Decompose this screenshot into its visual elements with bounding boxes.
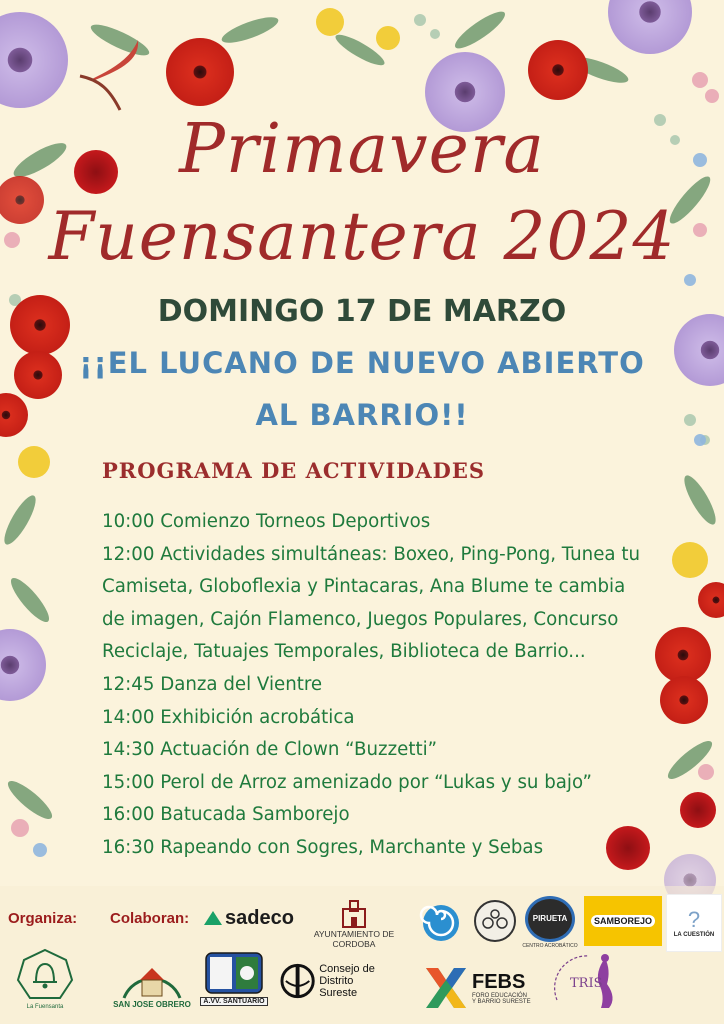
schedule-line: 14:30 Actuación de Clown “Buzzetti” [102, 739, 438, 761]
bell-icon [16, 948, 74, 1004]
event-date: DOMINGO 17 DE MARZO [157, 294, 567, 329]
emblem-icon [472, 898, 518, 944]
avv-santuario-logo: A.VV. SANTUARIO [200, 946, 268, 1010]
round-emblem-logo [470, 896, 520, 946]
la-cuestion-logo: ? LA CUESTIÓN [666, 894, 722, 952]
shield-icon [204, 951, 264, 997]
schedule-line: 16:00 Batucada Samborejo [102, 804, 350, 826]
schedule-list [102, 506, 662, 865]
schedule-line: 15:00 Perol de Arroz amenizado por “Lukas y su bajo” [102, 771, 592, 793]
pirueta-logo: PIRUETA CENTRO ACROBÁTICO [522, 894, 578, 950]
ayuntamiento-logo: AYUNTAMIENTO DE CORDOBA [296, 894, 412, 952]
pirueta-badge: PIRUETA [525, 896, 575, 942]
asociacion-logo: La Fuensanta [10, 942, 80, 1016]
schedule-line: 10:00 Comienzo Torneos Deportivos [102, 511, 431, 532]
title-line-1: Primavera [179, 110, 545, 189]
swirl-logo [414, 894, 468, 948]
febs-logo [424, 964, 534, 1012]
sadeco-triangle-icon [204, 911, 222, 925]
sponsors-footer [0, 886, 724, 1024]
organiza-label: Organiza: [8, 910, 78, 927]
headline-line-2: AL BARRIO!! [255, 398, 469, 432]
schedule-line: 14:00 Exhibición acrobática [102, 706, 355, 728]
consejo-emblem-icon [280, 961, 315, 1001]
febs-text: FEBS FORO EDUCACIÓN Y BARRIO SURESTE [472, 971, 531, 1005]
castle-icon [339, 897, 369, 929]
consejo-distrito-logo [280, 958, 410, 1004]
schedule-line: Camiseta, Globoflexia y Pintacaras, Ana Blume te cambia [102, 576, 626, 598]
title-line-2: Fuensantera 2024 [48, 198, 676, 275]
swirl-icon [417, 897, 465, 945]
program-title: PROGRAMA DE ACTIVIDADES [102, 458, 486, 483]
samborejo-logo: SAMBOREJO [584, 896, 662, 946]
headline-line-1: ¡¡EL LUCANO DE NUEVO ABIERTO [79, 346, 645, 380]
febs-x-icon [424, 966, 468, 1010]
sadeco-logo: sadeco [200, 904, 298, 932]
tris-danza-logo: TRIS [548, 948, 628, 1014]
san-jose-obrero-logo: SAN JOSE OBRERO [106, 942, 198, 1016]
consejo-text: Consejo de Distrito Sureste [319, 963, 375, 999]
schedule-line: de imagen, Cajón Flamenco, Juegos Populares, Concurso [102, 608, 619, 630]
colaboran-label: Colaboran: [110, 910, 190, 927]
schedule-line: 12:00 Actividades simultáneas: Boxeo, Ping-Pong, Tunea tu [102, 543, 640, 565]
schedule-line: 16:30 Rapeando con Sogres, Marchante y Sebas [102, 836, 544, 858]
house-icon [116, 950, 188, 1000]
question-mark-icon: ? [687, 907, 701, 932]
schedule-line: Reciclaje, Tatuajes Temporales, Biblioteca de Barrio... [102, 641, 586, 663]
schedule-line: 12:45 Danza del Vientre [102, 673, 323, 695]
